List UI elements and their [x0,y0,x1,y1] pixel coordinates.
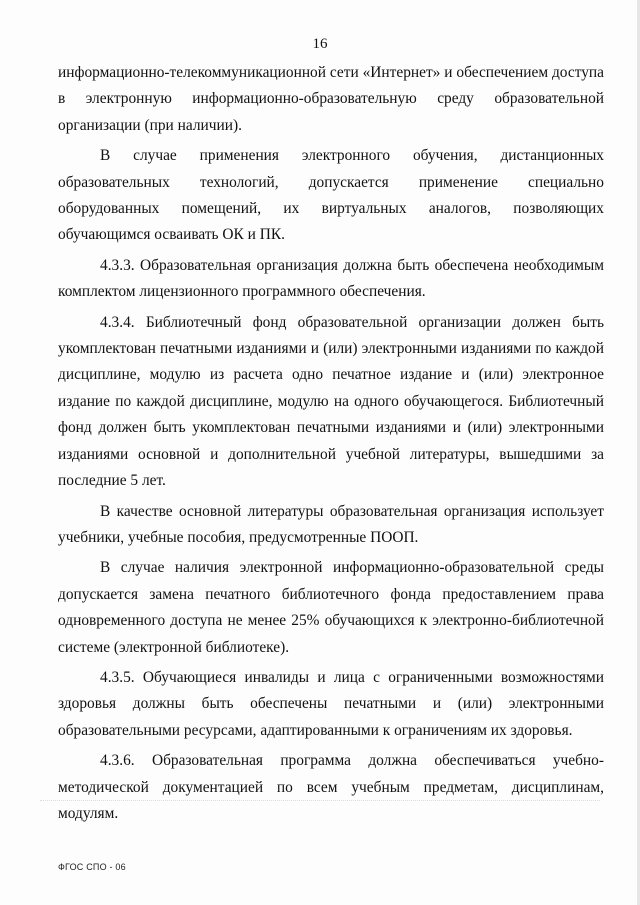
paragraph-4-3-6: 4.3.6. Образовательная программа должна обеспечиваться учебно-методической документацией по всем учебным предметам, дисциплинам, модулям. [58,752,604,822]
paragraph-4-3-3: 4.3.3. Образовательная организация должна быть обеспечена необходимым комплектом лицензионного программного обеспечения. [58,256,604,301]
scan-artifact-line [40,800,600,803]
page-number: 16 [312,36,328,52]
footer-label: ФГОС СПО - 06 [58,862,126,872]
paragraph-main-literature: В качестве основной литературы образовательная организация использует учебники, учебные пособия, предусмотренные ПООП. [58,502,604,546]
paragraph-electronic-library: В случае наличия электронной информационно-образовательной среды допускается замена печатного библиотечного фонда предоставлением права одновременного доступа не менее 25% обучающихся к электронно-библиотечной системе (электронной библиотеке). [58,559,604,656]
document-body [58,60,604,827]
paragraph-4-3-4: 4.3.4. Библиотечный фонд образовательной организации должен быть укомплектован печатными изданиями и (или) электронными изданиями по каждой дисциплине, модулю из расчета одно печатное издание и (или) электронное издание по каждой дисциплине, модулю на одного обучающегося. Библиотечный фонд должен быть укомплектован печатными изданиями и (или) электронными изданиями основной и дополнительной учебной литературы, вышедшими за последние 5 лет. [58,313,604,490]
paragraph-4-3-5: 4.3.5. Обучающиеся инвалиды и лица с ограниченными возможностями здоровья должны быть обеспечены печатными и (или) электронными образовательными ресурсами, адаптированными к ограничениям их здоровья. [58,668,604,739]
paragraph-continuation: информационно-телекоммуникационной сети «Интернет» и обеспечением доступа в электронную информационно-образовательную среду образовательной организации (при наличии). [58,64,604,134]
paragraph-electronic-learning: В случае применения электронного обучения, дистанционных образовательных технологий, допускается применение специально оборудованных помещений, их виртуальных аналогов, позволяющих обучающимся осваивать ОК и ПК. [58,147,604,244]
